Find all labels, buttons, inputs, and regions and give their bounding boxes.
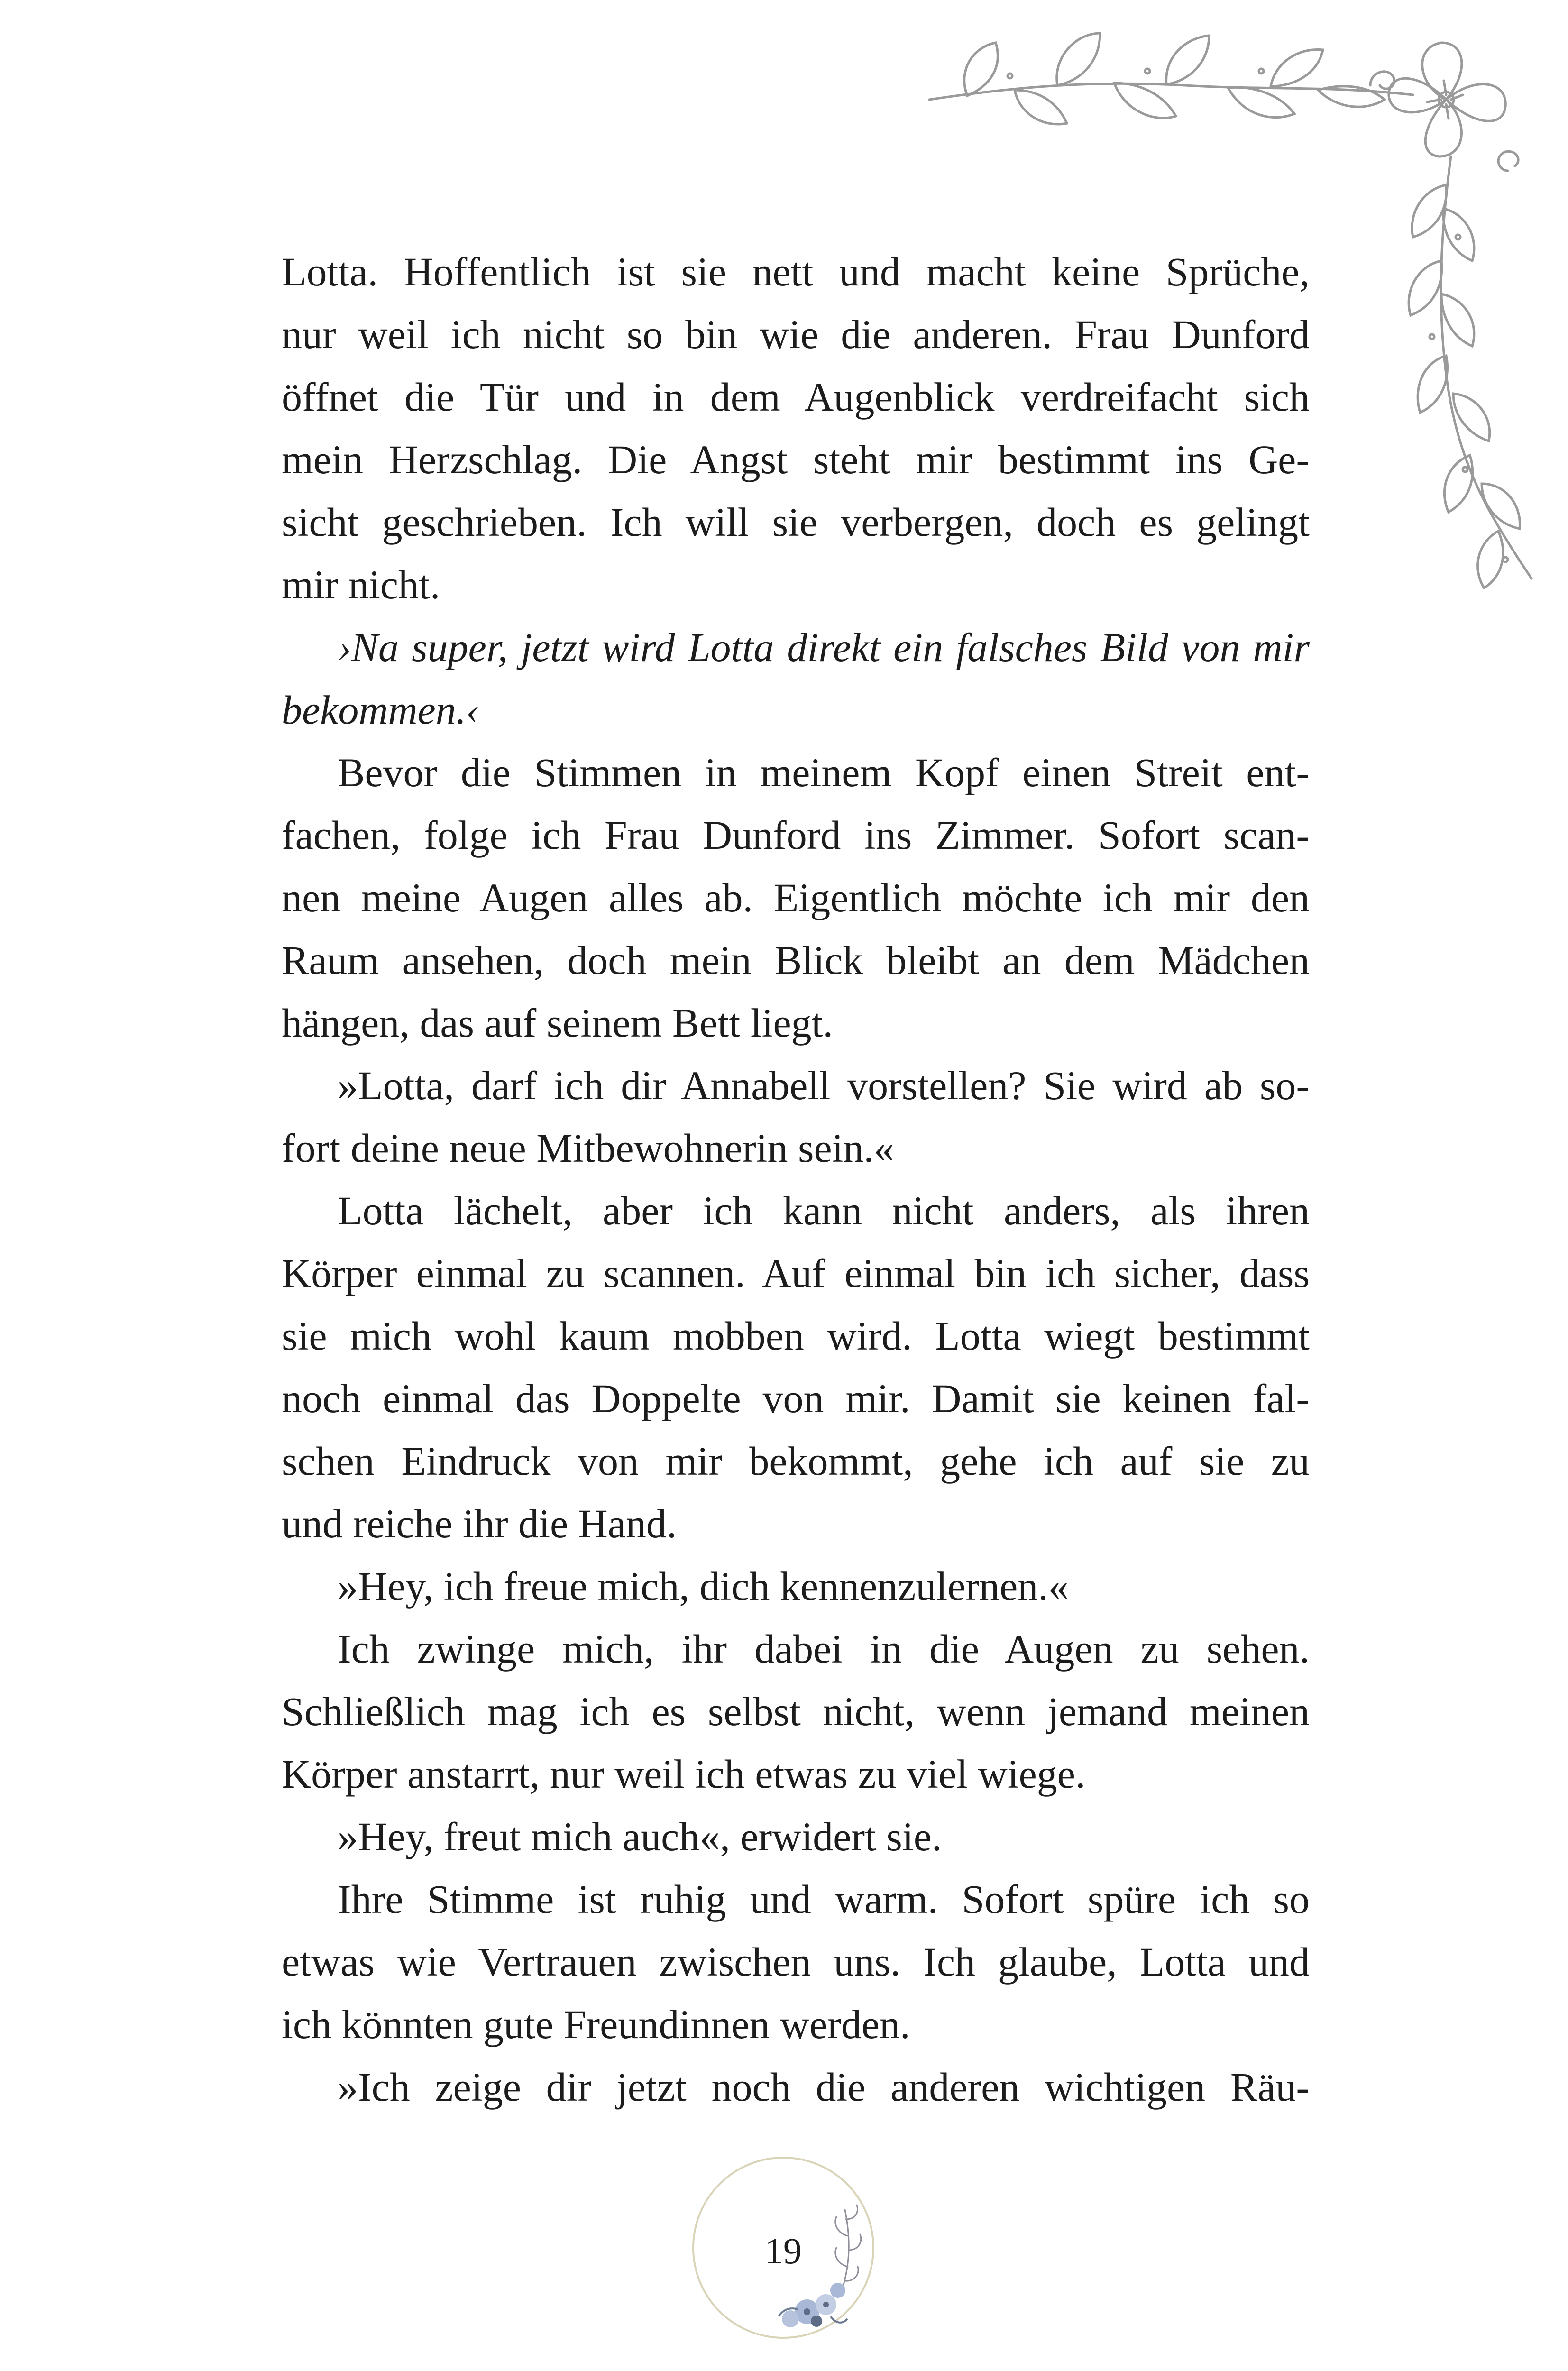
text-line: mein Herzschlag. Die Angst steht mir bestimmt ins Ge- (282, 437, 1310, 482)
text-line: etwas wie Vertrauen zwischen uns. Ich glaube, Lotta und (282, 1939, 1310, 1985)
text-line: »Ich zeige dir jetzt noch die anderen wichtigen Räu- (338, 2064, 1310, 2110)
text-line: mir nicht. (282, 562, 440, 607)
text-line: »Lotta, darf ich dir Annabell vorstellen? Sie wird ab so- (338, 1063, 1310, 1108)
text-line: Schließlich mag ich es selbst nicht, wenn jemand meinen (282, 1689, 1310, 1734)
text-line: ›Na super, jetzt wird Lotta direkt ein falsches Bild von mir (338, 625, 1310, 670)
text-line: öffnet die Tür und in dem Augenblick verdreifacht sich (282, 374, 1310, 420)
text-line: Lotta. Hoffentlich ist sie nett und macht keine Sprüche, (282, 249, 1310, 294)
text-line: »Hey, freut mich auch«, erwidert sie. (338, 1814, 942, 1859)
text-line: fort deine neue Mitbewohnerin sein.« (282, 1125, 895, 1171)
text-line: fachen, folge ich Frau Dunford ins Zimmer. Sofort scan- (282, 812, 1310, 858)
text-line: sie mich wohl kaum mobben wird. Lotta wiegt bestimmt (282, 1313, 1310, 1359)
text-line: nur weil ich nicht so bin wie die anderen. Frau Dunford (282, 312, 1310, 357)
text-line: Ihre Stimme ist ruhig und warm. Sofort spüre ich so (338, 1876, 1310, 1922)
text-line: und reiche ihr die Hand. (282, 1501, 677, 1546)
text-line: Raum ansehen, doch mein Blick bleibt an dem Mädchen (282, 937, 1310, 983)
text-line: hängen, das auf seinem Bett liegt. (282, 1000, 834, 1046)
text-line: Lotta lächelt, aber ich kann nicht anders, als ihren (338, 1188, 1310, 1233)
text-line: schen Eindruck von mir bekommt, gehe ich auf sie zu (282, 1438, 1310, 1484)
text-line: Ich zwinge mich, ihr dabei in die Augen zu sehen. (338, 1626, 1310, 1672)
page-text (282, 240, 1310, 2118)
text-line: Körper einmal zu scannen. Auf einmal bin ich sicher, dass (282, 1250, 1310, 1296)
text-line: bekommen.‹ (282, 687, 480, 733)
text-line: Körper anstarrt, nur weil ich etwas zu viel wiege. (282, 1751, 1086, 1797)
text-line: »Hey, ich freue mich, dich kennenzulernen.« (338, 1563, 1069, 1609)
text-line: nen meine Augen alles ab. Eigentlich möchte ich mir den (282, 875, 1310, 920)
text-line: noch einmal das Doppelte von mir. Damit sie keinen fal- (282, 1376, 1310, 1421)
page-number: 19 (765, 2230, 802, 2271)
text-line: ich könnten gute Freundinnen werden. (282, 2002, 910, 2047)
page-number-badge (679, 2143, 888, 2352)
text-line: sicht geschrieben. Ich will sie verbergen, doch es gelingt (282, 499, 1310, 545)
text-line: Bevor die Stimmen in meinem Kopf einen Streit ent- (338, 750, 1310, 795)
